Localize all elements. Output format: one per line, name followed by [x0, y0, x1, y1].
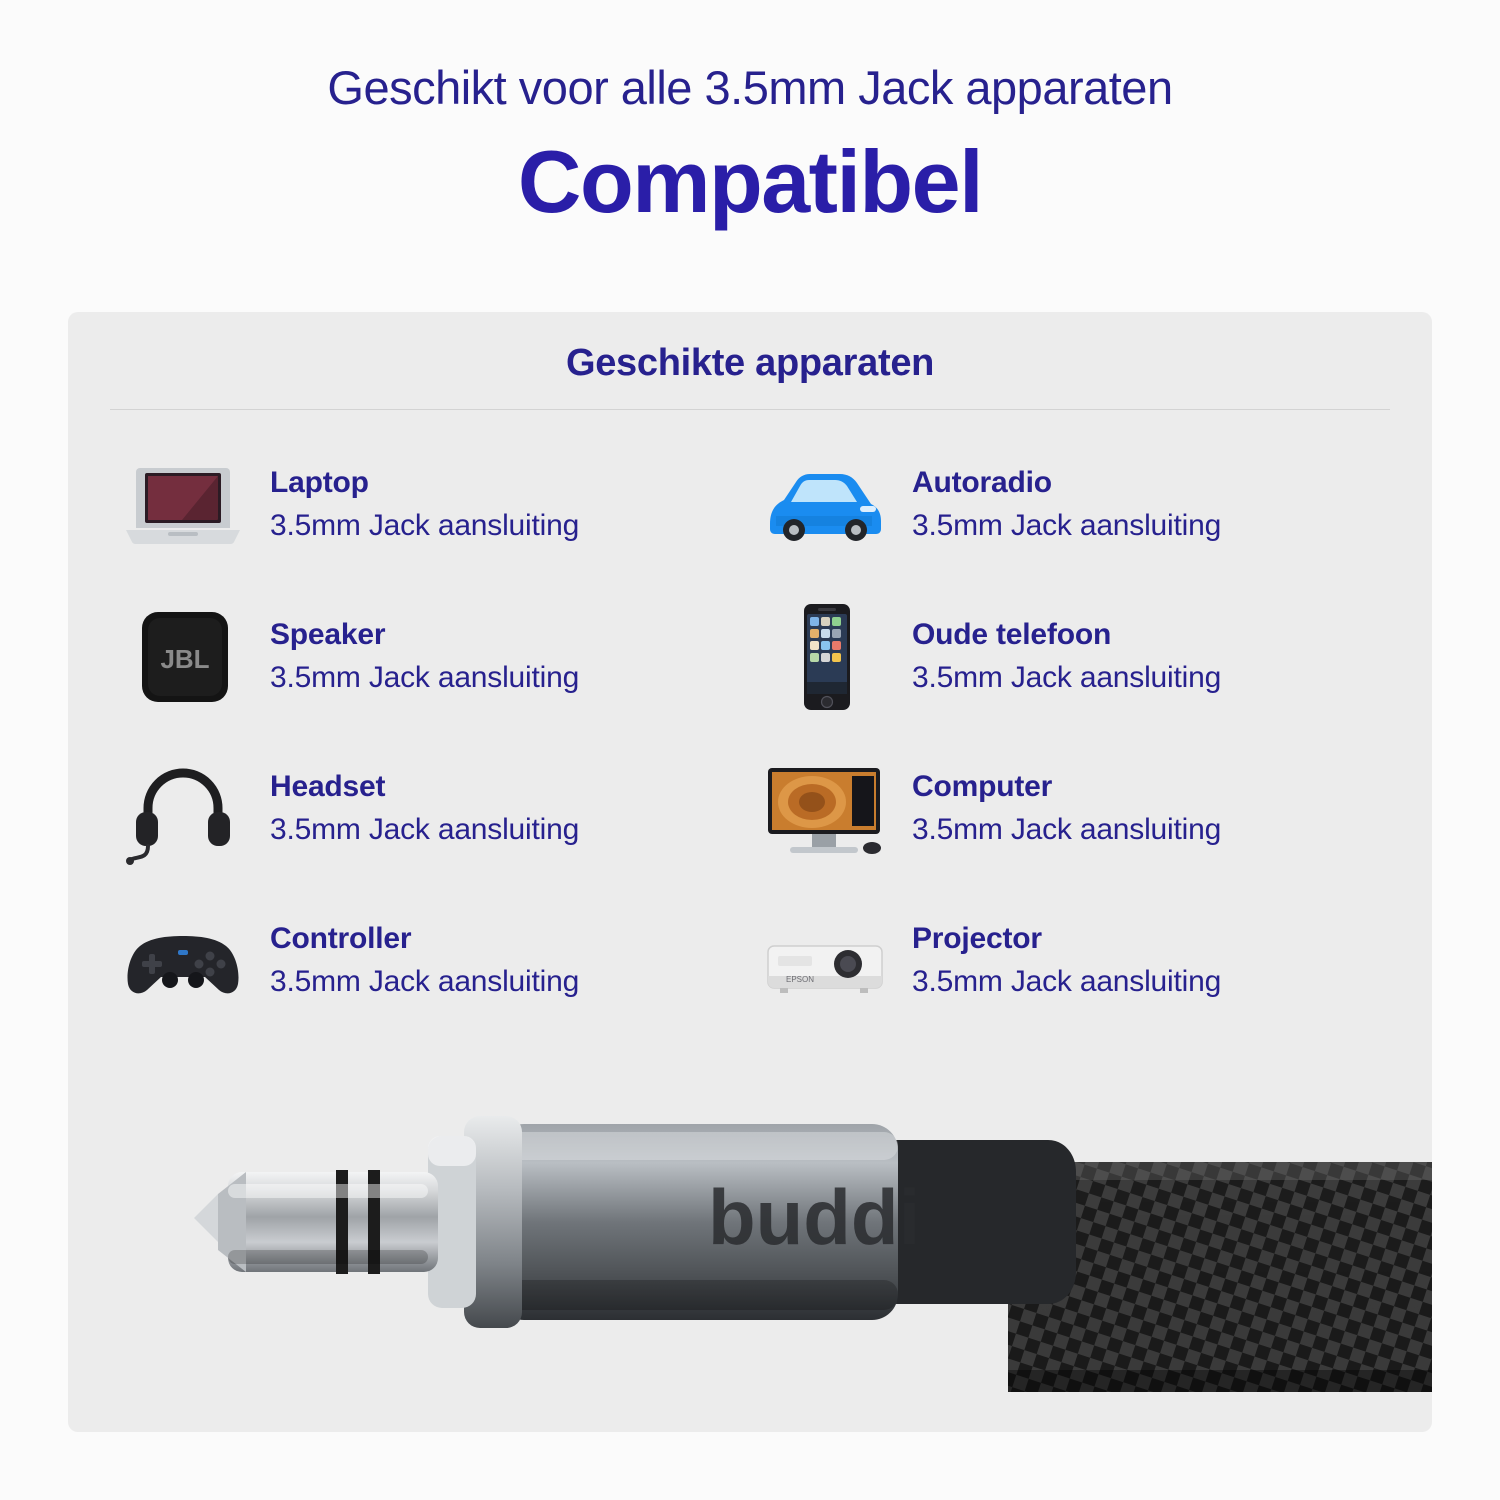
- compatible-devices-card: [68, 312, 1432, 1432]
- device-desc: 3.5mm Jack aansluiting: [270, 813, 580, 847]
- projector-icon: [760, 902, 890, 1020]
- device-name: Oude telefoon: [912, 618, 1112, 652]
- device-desc: 3.5mm Jack aansluiting: [270, 965, 580, 999]
- device-desc: 3.5mm Jack aansluiting: [270, 661, 580, 695]
- device-desc: 3.5mm Jack aansluiting: [912, 813, 1222, 847]
- device-name: Speaker: [270, 618, 386, 652]
- device-name: Laptop: [270, 466, 369, 500]
- header: [0, 0, 1500, 231]
- device-text: [912, 919, 1221, 1003]
- device-text: [270, 919, 579, 1003]
- device-name: Projector: [912, 922, 1042, 956]
- page-subtitle: Geschikt voor alle 3.5mm Jack apparaten: [327, 61, 1173, 114]
- device-text: [270, 615, 579, 699]
- device-item-computer: [750, 744, 1392, 874]
- device-item-autoradio: [750, 440, 1392, 570]
- device-desc: 3.5mm Jack aansluiting: [912, 661, 1222, 695]
- product-photo: [68, 1012, 1432, 1432]
- device-item-headset: [108, 744, 750, 874]
- jack-plug-illustration: [68, 1012, 1432, 1432]
- projector-brand-label: EPSON: [786, 975, 815, 984]
- brand-label: buddi: [708, 1173, 921, 1261]
- device-item-controller: [108, 896, 750, 1026]
- device-name: Computer: [912, 770, 1053, 804]
- device-desc: 3.5mm Jack aansluiting: [912, 509, 1222, 543]
- card-title: Geschikte apparaten: [565, 342, 935, 384]
- car-icon: [760, 446, 890, 564]
- device-grid: [68, 410, 1432, 1026]
- device-name: Autoradio: [912, 466, 1052, 500]
- laptop-icon: [118, 446, 248, 564]
- speaker-brand-label: JBL: [160, 644, 210, 674]
- device-text: [270, 767, 579, 851]
- device-desc: 3.5mm Jack aansluiting: [912, 965, 1222, 999]
- gamepad-icon: [118, 902, 248, 1020]
- device-name: Headset: [270, 770, 386, 804]
- device-name: Controller: [270, 922, 412, 956]
- device-item-laptop: [108, 440, 750, 570]
- headset-icon: [118, 750, 248, 868]
- page-title: Compatibel: [517, 131, 983, 231]
- speaker-icon: [118, 598, 248, 716]
- device-item-oude-telefoon: [750, 592, 1392, 722]
- phone-icon: [760, 598, 890, 716]
- device-item-speaker: [108, 592, 750, 722]
- device-text: [912, 463, 1221, 547]
- device-text: [270, 463, 579, 547]
- device-desc: 3.5mm Jack aansluiting: [270, 509, 580, 543]
- device-text: [912, 767, 1221, 851]
- device-text: [912, 615, 1221, 699]
- monitor-icon: [760, 750, 890, 868]
- device-item-projector: [750, 896, 1392, 1026]
